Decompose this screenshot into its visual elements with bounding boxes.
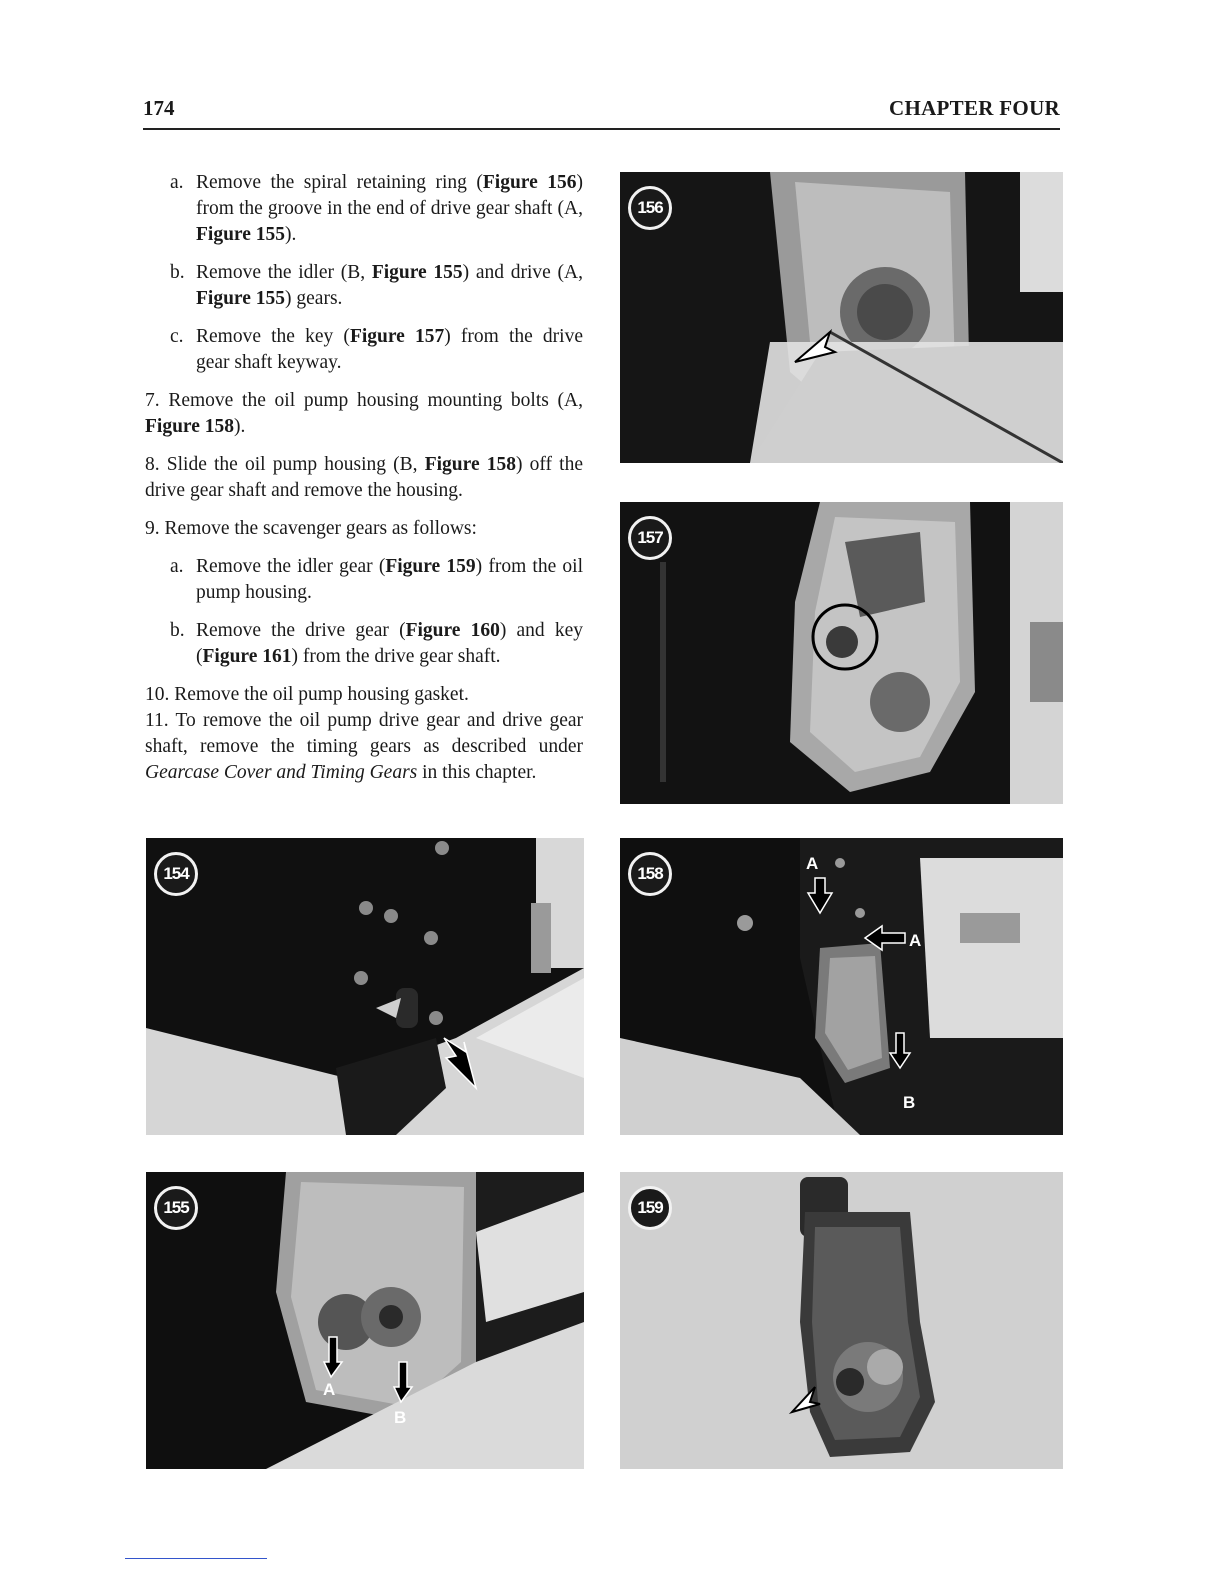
figure-155-illustration <box>146 1172 584 1469</box>
figure-155-label-b: B <box>394 1408 407 1427</box>
figure-157-photo <box>620 502 1063 804</box>
figure-154-photo <box>146 838 584 1135</box>
figure-156-illustration <box>620 172 1063 463</box>
step-6b: b. Remove the idler (B, Figure 155) and drive (A, Figure 155) gears. <box>170 262 583 309</box>
step-10: 10. Remove the oil pump housing gasket. <box>145 684 469 705</box>
step-9a: a. Remove the idler gear (Figure 159) from the oil pump housing. <box>170 556 584 603</box>
footer-rule <box>125 1558 267 1559</box>
step-11: 11. To remove the oil pump drive gear and drive gear shaft, remove the timing gears as described under Gearcase Cover and Timing Gears in this chapter. <box>145 710 583 783</box>
figure-154-illustration <box>146 838 584 1135</box>
figure-158-label-a-right: A <box>909 931 922 950</box>
step-9: 9. Remove the scavenger gears as follows: <box>145 518 477 539</box>
figure-158-label-a-top: A <box>806 854 819 873</box>
figure-158-label-b: B <box>903 1093 916 1112</box>
figure-154-number: 154 <box>154 852 198 896</box>
figure-155-photo <box>146 1172 584 1469</box>
page-number: 174 <box>143 96 175 120</box>
figure-158-illustration <box>620 838 1063 1135</box>
text-column <box>145 170 583 798</box>
figure-155-label-a: A <box>323 1380 336 1399</box>
step-6a: a. Remove the spiral retaining ring (Figure 156) from the groove in the end of drive gear shaft (A, Figure 155). <box>170 172 583 245</box>
figure-155-number: 155 <box>154 1186 198 1230</box>
step-8: 8. Slide the oil pump housing (B, Figure 158) off the drive gear shaft and remove the housing. <box>145 454 583 501</box>
figure-159-photo <box>620 1172 1063 1469</box>
figure-158-number: 158 <box>628 852 672 896</box>
step-7: 7. Remove the oil pump housing mounting bolts (A, Figure 158). <box>145 390 583 437</box>
step-9b: b. Remove the drive gear (Figure 160) and key (Figure 161) from the drive gear shaft. <box>170 620 584 667</box>
figure-157-number: 157 <box>628 516 672 560</box>
page-header <box>143 96 1060 130</box>
chapter-title: CHAPTER FOUR <box>888 96 1060 120</box>
step-6c: c. Remove the key (Figure 157) from the drive gear shaft keyway. <box>170 326 583 373</box>
figure-156-number: 156 <box>628 186 672 230</box>
figure-159-illustration <box>620 1172 1063 1469</box>
figure-156-photo <box>620 172 1063 463</box>
figure-159-number: 159 <box>628 1186 672 1230</box>
figure-157-illustration <box>620 502 1063 804</box>
figure-158-photo <box>620 838 1063 1135</box>
